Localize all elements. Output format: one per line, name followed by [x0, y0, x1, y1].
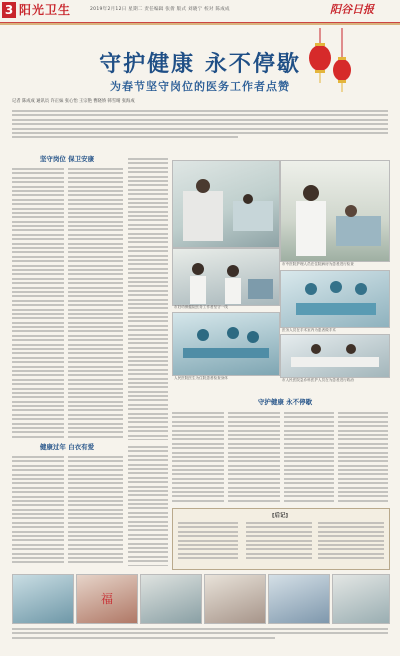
column-text [228, 412, 280, 504]
photo-caption: 人民医院医生为住院患者检查身体 [174, 376, 228, 380]
photo-operating-room [280, 270, 390, 328]
paper-logo: 阳谷日报 [330, 3, 374, 16]
photo-doctor-patient [280, 160, 390, 262]
byline: 记者 陈成成 通讯员 许正妹 张心怡 王宗艳 曹晓娇 韩雪晴 张海成 [12, 99, 135, 104]
photo-strip-2 [76, 574, 138, 624]
photo-caption: 医务人员在手术室内为患者做手术 [282, 328, 336, 332]
photo-nurse-ward [172, 160, 280, 248]
column-text [284, 412, 334, 504]
column-text [12, 456, 64, 566]
intro-paragraph [12, 110, 388, 142]
column-text [128, 158, 168, 440]
column-text [178, 522, 238, 564]
svg-text:福: 福 [100, 592, 114, 606]
subheadline: 为春节坚守岗位的医务工作者点赞 [110, 80, 290, 93]
column-text [246, 522, 312, 564]
section-heading-3: 守护健康 永不停歇 [257, 398, 313, 406]
header-rule [0, 23, 400, 25]
section-title: 阳光卫生 [19, 3, 72, 17]
column-text [68, 456, 123, 566]
photo-emergency [280, 334, 390, 378]
column-text [172, 412, 224, 504]
photo-strip-4 [204, 574, 266, 624]
photo-strip-6 [332, 574, 390, 624]
postscript-heading: [后记] [271, 513, 289, 519]
photo-strip-1 [12, 574, 74, 624]
column-text [68, 168, 123, 438]
section-number: 3 [2, 2, 16, 18]
column-text [338, 412, 388, 504]
column-text [12, 168, 64, 438]
header-meta: 2019年2月12日 星期二 责任编辑 张倩 版式 刘晓宁 校对 陈成成 [90, 7, 230, 12]
photo-surgery [172, 312, 280, 376]
column-text [318, 522, 384, 564]
photo-caption: 市中医院护理人员在住院病房为患者进行检查 [282, 262, 354, 266]
section-heading-1: 坚守岗位 保卫安康 [39, 155, 95, 163]
photo-strip-captions [12, 628, 388, 650]
section-heading-2: 健康过年 白衣有爱 [39, 443, 95, 451]
column-text [128, 446, 168, 566]
photo-caption: 市妇幼保健院医务工作者坚守一线 [174, 305, 228, 309]
photo-caption: 市人民医院急诊科医护人员在为患者进行救治 [282, 378, 354, 382]
photo-strip-5 [268, 574, 330, 624]
photo-hospital-staff [172, 248, 280, 306]
headline: 守护健康 永不停歇 [99, 52, 301, 77]
photo-strip-3 [140, 574, 202, 624]
